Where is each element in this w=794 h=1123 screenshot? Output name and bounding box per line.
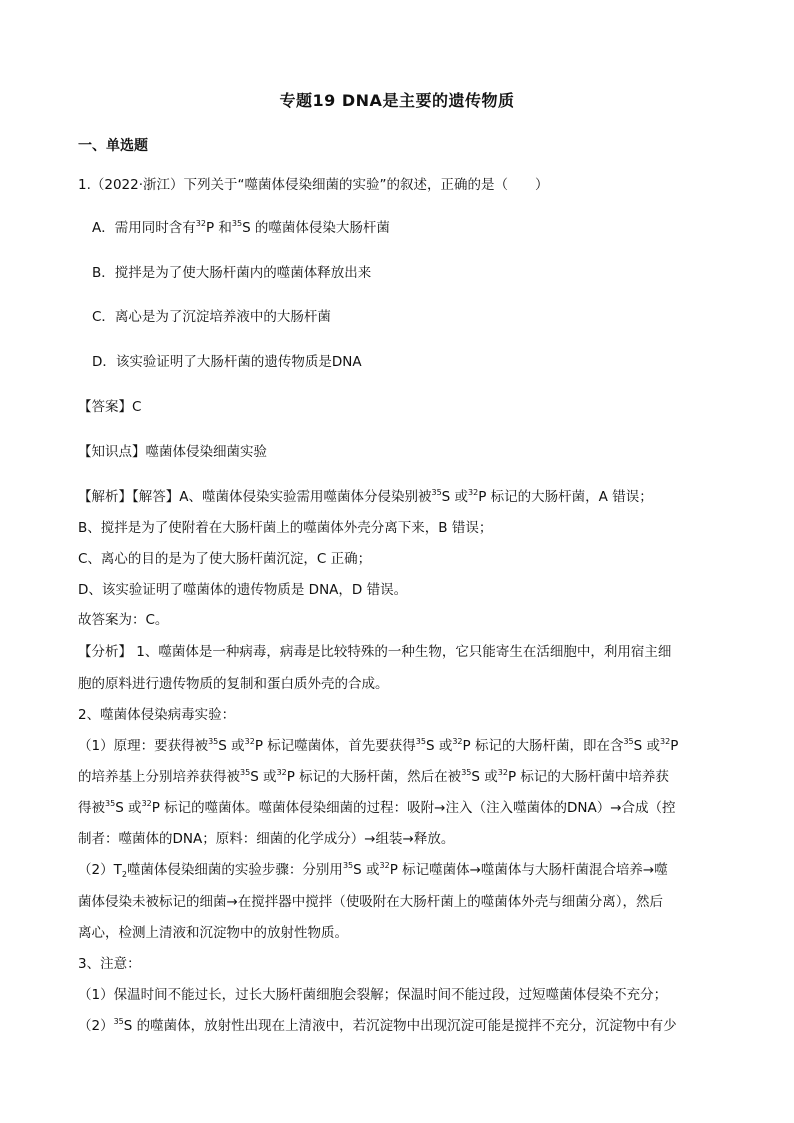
fenxi-line: 得被$^{35}$S 或$^{32}$P 标记的噬菌体。噬菌体侵染细菌的过程：吸附→注入（注入噬菌体的DNA）→合成（控	[78, 799, 676, 816]
analysis-line: D、该实验证明了噬菌体的遗传物质是 DNA，D 错误。	[78, 582, 408, 598]
fenxi-line: 离心，检测上清液和沉淀物中的放射性物质。	[78, 925, 348, 941]
analysis-line: 故答案为：C。	[78, 612, 169, 628]
analysis-line: 【解析】【解答】A、噬菌体侵染实验需用噬菌体分侵染别被$^{35}$S 或$^{32}$P 标记的大肠杆菌，A 错误；	[78, 488, 653, 505]
fenxi-line: 3、注意：	[78, 956, 141, 972]
knowledge-point: 【知识点】噬菌体侵染细菌实验	[78, 444, 267, 460]
page-title: 专题19 DNA是主要的遗传物质	[279, 91, 515, 110]
option-b: B．搅拌是为了使大肠杆菌内的噬菌体释放出来	[92, 265, 372, 281]
fenxi-line: $(2)^{35}S$ 的噬菌体，放射性出现在上清液中，若沉淀物中出现沉淀可能是搅拌不充分，沉淀物中有少	[78, 1017, 677, 1034]
fenxi-line: 2、噬菌体侵染病毒实验：	[78, 707, 236, 723]
fenxi-line: 菌体侵染未被标记的细菌→在搅拌器中搅拌（使吸附在大肠杆菌上的噬菌体外壳与细菌分离），然后	[78, 894, 664, 910]
analysis-line: C、离心的目的是为了使大肠杆菌沉淀，C 正确；	[78, 551, 372, 567]
answer: 【答案】C	[78, 399, 142, 415]
question-stem: 1.（2022·浙江）下列关于“噬菌体侵染细菌的实验”的叙述，正确的是（ ）	[78, 177, 549, 193]
fenxi-line: 胞的原料进行遗传物质的复制和蛋白质外壳的合成。	[78, 676, 389, 692]
fenxi-line: 制者：噬菌体的DNA；原料：细菌的化学成分）→组装→释放。	[78, 831, 455, 847]
fenxi-line: $(2)T_2$噬菌体侵染细菌的实验步骤：分别用$^{35}$S 或$^{32}$P 标记噬菌体→噬菌体与大肠杆菌混合培养→噬	[78, 861, 668, 879]
fenxi-line: 的培养基上分别培养获得被$^{35}$S 或$^{32}$P 标记的大肠杆菌，然后在被$^{35}$S 或$^{32}$P 标记的大肠杆菌中培养获	[78, 768, 669, 785]
fenxi-line: （1）保温时间不能过长，过长大肠杆菌细胞会裂解；保温时间不能过段，过短噬菌体侵染不充分；	[78, 987, 668, 1003]
section-heading: 一、单选题	[78, 138, 148, 154]
fenxi-line: （1）原理：要获得被$^{35}$S 或$^{32}$P 标记噬菌体，首先要获得$^{35}$S 或$^{32}$P 标记的大肠杆菌，即在含$^{35}$S 或$^{32}$P	[78, 737, 679, 754]
fenxi-line: 【分析】 1、噬菌体是一种病毒，病毒是比较特殊的一种生物，它只能寄生在活细胞中，利用宿主细	[78, 644, 672, 660]
option-d: D．该实验证明了大肠杆菌的遗传物质是DNA	[92, 354, 362, 370]
option-a: A．需用同时含有$^{32}$P 和$^{35}$S 的噬菌体侵染大肠杆菌	[92, 219, 390, 236]
option-c: C．离心是为了沉淀培养液中的大肠杆菌	[92, 309, 331, 325]
analysis-line: B、搅拌是为了使附着在大肠杆菌上的噬菌体外壳分离下来，B 错误；	[78, 520, 493, 536]
